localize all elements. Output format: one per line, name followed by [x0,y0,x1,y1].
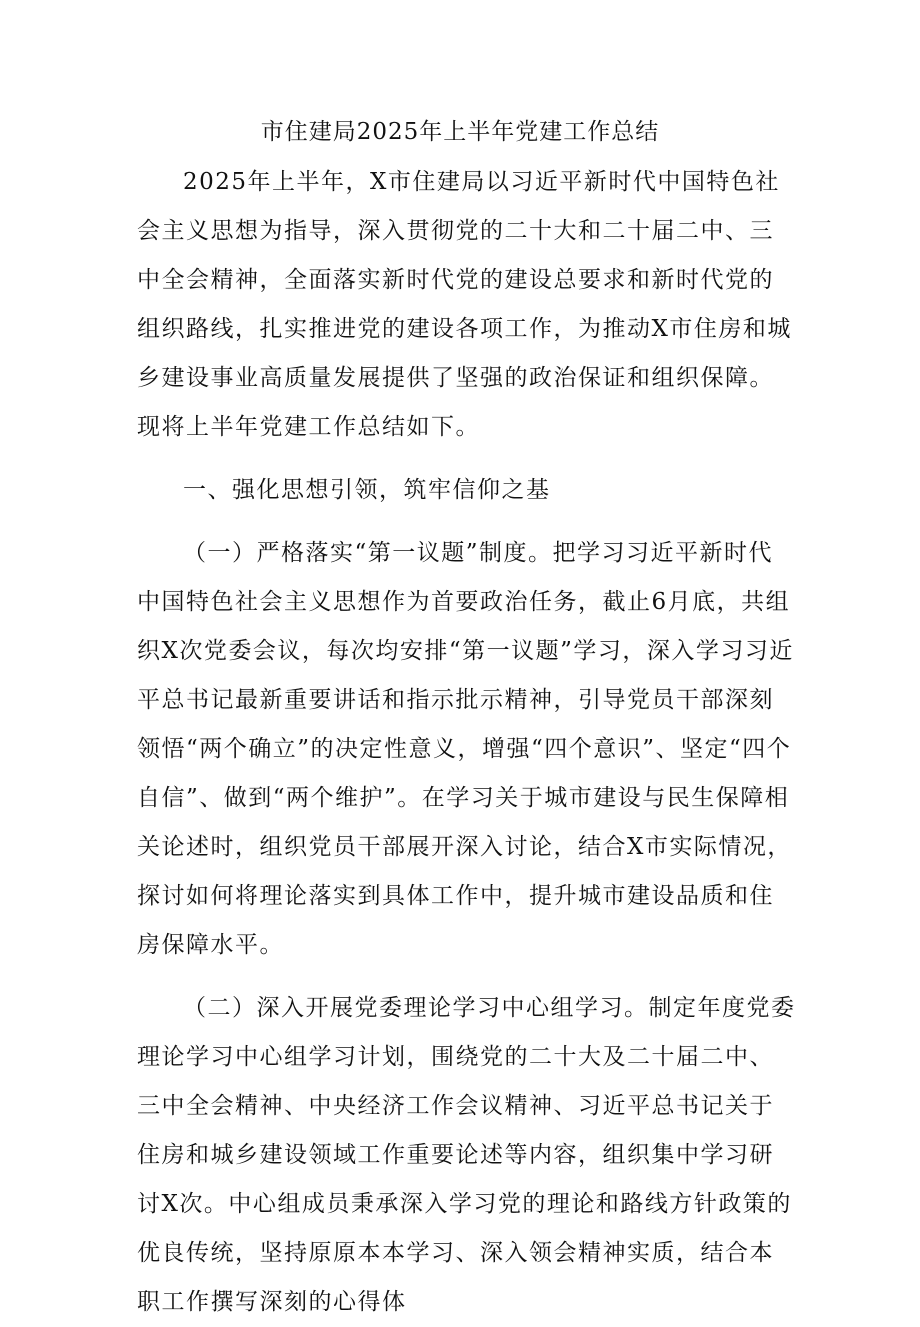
section-heading-1: 一、强化思想引领，筑牢信仰之基 [183,477,551,503]
paragraph-item-1: （一）严格落实“第一议题”制度。把学习习近平新时代中国特色社会主义思想作为首要政治任务，截止6月底，共组织X次党委会议，每次均安排“第一议题”学习，深入学习习近平总书记最新重要讲话和指示批示精神，引导党员干部深刻领悟“两个确立”的决定性意义，增强“四个意识”、坚定“四个自信”、做到“两个维护”。在学习关于城市建设与民生保障相关论述时，组织党员干部展开深入讨论，结合X市实际情况，探讨如何将理论落实到具体工作中，提升城市建设品质和住房保障水平。 [137,540,794,958]
intro-paragraph: 2025年上半年，X市住建局以习近平新时代中国特色社会主义思想为指导，深入贯彻党的二十大和二十届二中、三中全会精神，全面落实新时代党的建设总要求和新时代党的组织路线，扎实推进党的建设各项工作，为推动X市住房和城乡建设事业高质量发展提供了坚强的政治保证和组织保障。现将上半年党建工作总结如下。 [137,169,792,440]
paragraph-item-2: （二）深入开展党委理论学习中心组学习。制定年度党委理论学习中心组学习计划，围绕党的二十大及二十届二中、三中全会精神、中央经济工作会议精神、习近平总书记关于住房和城乡建设领域工作重要论述等内容，组织集中学习研讨X次。中心组成员秉承深入学习党的理论和路线方针政策的优良传统，坚持原原本本学习、深入领会精神实质，结合本职工作撰写深刻的心得体 [137,995,796,1315]
document-body [137,158,797,1327]
document-title: 市住建局2025年上半年党建工作总结 [260,119,660,145]
